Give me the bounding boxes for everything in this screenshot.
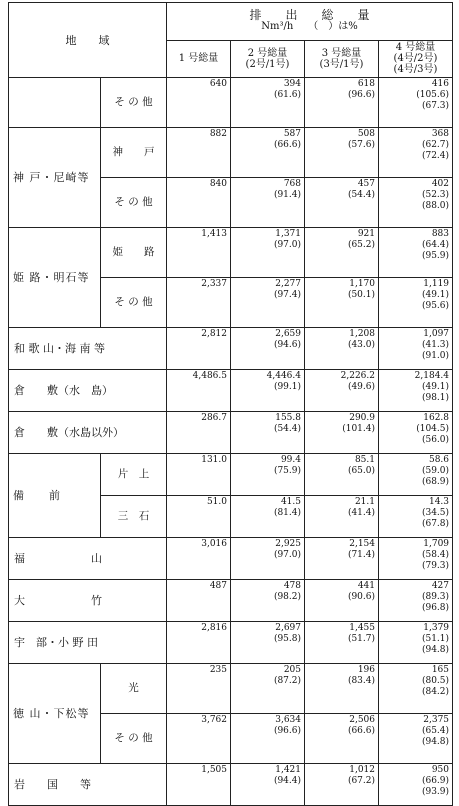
column-header-4: 4 号総量 (4号/2号) (4号/3号) (379, 40, 453, 78)
subregion-cell: そ の 他 (101, 714, 167, 764)
value-col3: 2,226.2 (49.6) (305, 370, 379, 412)
total-emission-title: 排 出 総 量 (249, 8, 370, 23)
value-col3: 618 (96.6) (305, 78, 379, 128)
subregion-cell: 片 上 (101, 454, 167, 496)
subregion-cell: そ の 他 (101, 178, 167, 228)
value-col1: 2,816 (167, 622, 231, 664)
value-col4: 1,097 (41.3) (91.0) (379, 328, 453, 370)
region-label: 福 山 (14, 552, 102, 565)
subregion-cell: 神 戸 (101, 128, 167, 178)
region-cell (9, 622, 167, 664)
value-col4: 1,379 (51.1) (94.8) (379, 622, 453, 664)
table-row (9, 370, 453, 412)
value-col4: 883 (64.4) (95.9) (379, 228, 453, 278)
value-col2: 2,277 (97.4) (231, 278, 305, 328)
value-col3: 508 (57.6) (305, 128, 379, 178)
unit-label: Nm³/h （ ）は% (261, 21, 358, 33)
value-col3: 2,506 (66.6) (305, 714, 379, 764)
table-row (9, 128, 453, 178)
value-col2: 394 (61.6) (231, 78, 305, 128)
total-emission-header (167, 3, 453, 41)
subregion-cell: そ の 他 (101, 78, 167, 128)
region-cell (9, 538, 167, 580)
column-header-2: 2 号総量 (2号/1号) (231, 40, 305, 78)
value-col2: 1,371 (97.0) (231, 228, 305, 278)
value-col1: 131.0 (167, 454, 231, 496)
region-label: 大 竹 (14, 594, 102, 607)
value-col3: 290.9 (101.4) (305, 412, 379, 454)
value-col2: 99.4 (75.9) (231, 454, 305, 496)
value-col1: 840 (167, 178, 231, 228)
value-col2: 768 (91.4) (231, 178, 305, 228)
table-row (9, 228, 453, 278)
value-col4: 416 (105.6) (67.3) (379, 78, 453, 128)
value-col3: 85.1 (65.0) (305, 454, 379, 496)
value-col1: 3,016 (167, 538, 231, 580)
value-col3: 1,455 (51.7) (305, 622, 379, 664)
emissions-table-page (8, 2, 452, 806)
value-col4: 427 (89.3) (96.8) (379, 580, 453, 622)
value-col2: 2,925 (97.0) (231, 538, 305, 580)
value-col2: 478 (98.2) (231, 580, 305, 622)
value-col1: 640 (167, 78, 231, 128)
region-cell: 徳 山・下松等 (9, 664, 101, 764)
value-col1: 3,762 (167, 714, 231, 764)
table-row (9, 328, 453, 370)
region-cell (9, 580, 167, 622)
table-row (9, 454, 453, 496)
table-row (9, 412, 453, 454)
value-col4: 1,709 (58.4) (79.3) (379, 538, 453, 580)
value-col2: 41.5 (81.4) (231, 496, 305, 538)
region-label: 和 歌 山・海 南 等 (14, 342, 105, 355)
value-col2: 3,634 (96.6) (231, 714, 305, 764)
value-col1: 1,413 (167, 228, 231, 278)
region-cell (9, 412, 167, 454)
value-col1: 51.0 (167, 496, 231, 538)
region-label: 倉 敷（水 島） (14, 384, 113, 397)
region-cell: 神 戸・尼崎等 (9, 128, 101, 228)
value-col2: 205 (87.2) (231, 664, 305, 714)
value-col2: 155.8 (54.4) (231, 412, 305, 454)
value-col4: 2,375 (65.4) (94.8) (379, 714, 453, 764)
value-col3: 921 (65.2) (305, 228, 379, 278)
value-col3: 1,170 (50.1) (305, 278, 379, 328)
column-header-1: 1 号総量 (167, 40, 231, 78)
value-col1: 1,505 (167, 764, 231, 806)
table-row (9, 580, 453, 622)
column-header-3: 3 号総量 (3号/1号) (305, 40, 379, 78)
value-col4: 950 (66.9) (93.9) (379, 764, 453, 806)
value-col2: 2,659 (94.6) (231, 328, 305, 370)
value-col3: 196 (83.4) (305, 664, 379, 714)
value-col1: 286.7 (167, 412, 231, 454)
subregion-cell: 姫 路 (101, 228, 167, 278)
region-label: 倉 敷（水島以外） (14, 426, 124, 439)
region-label: 宇 部・小 野 田 (14, 636, 98, 649)
table-row (9, 78, 453, 128)
region-cell (9, 764, 167, 806)
value-col4: 402 (52.3) (88.0) (379, 178, 453, 228)
region-cell-blank (9, 78, 101, 128)
value-col1: 4,486.5 (167, 370, 231, 412)
region-cell (9, 328, 167, 370)
value-col4: 368 (62.7) (72.4) (379, 128, 453, 178)
value-col2: 2,697 (95.8) (231, 622, 305, 664)
value-col1: 882 (167, 128, 231, 178)
table-row (9, 622, 453, 664)
table-row (9, 664, 453, 714)
subregion-cell: 三 石 (101, 496, 167, 538)
value-col2: 587 (66.6) (231, 128, 305, 178)
value-col1: 487 (167, 580, 231, 622)
value-col4: 162.8 (104.5) (56.0) (379, 412, 453, 454)
value-col1: 235 (167, 664, 231, 714)
region-cell: 備 前 (9, 454, 101, 538)
subregion-cell: そ の 他 (101, 278, 167, 328)
table-row (9, 538, 453, 580)
value-col4: 1,119 (49.1) (95.6) (379, 278, 453, 328)
value-col4: 165 (80.5) (84.2) (379, 664, 453, 714)
value-col3: 441 (90.6) (305, 580, 379, 622)
region-label: 岩 国 等 (14, 778, 91, 791)
value-col4: 2,184.4 (49.1) (98.1) (379, 370, 453, 412)
value-col4: 58.6 (59.0) (68.9) (379, 454, 453, 496)
value-col3: 457 (54.4) (305, 178, 379, 228)
value-col1: 2,337 (167, 278, 231, 328)
value-col2: 4,446.4 (99.1) (231, 370, 305, 412)
value-col4: 14.3 (34.5) (67.8) (379, 496, 453, 538)
value-col3: 1,012 (67.2) (305, 764, 379, 806)
value-col2: 1,421 (94.4) (231, 764, 305, 806)
value-col3: 21.1 (41.4) (305, 496, 379, 538)
subregion-cell: 光 (101, 664, 167, 714)
region-cell: 姫 路・明石等 (9, 228, 101, 328)
value-col3: 1,208 (43.0) (305, 328, 379, 370)
emissions-table (8, 2, 453, 806)
region-header: 地 域 (9, 3, 167, 78)
value-col3: 2,154 (71.4) (305, 538, 379, 580)
table-row (9, 764, 453, 806)
region-cell (9, 370, 167, 412)
value-col1: 2,812 (167, 328, 231, 370)
